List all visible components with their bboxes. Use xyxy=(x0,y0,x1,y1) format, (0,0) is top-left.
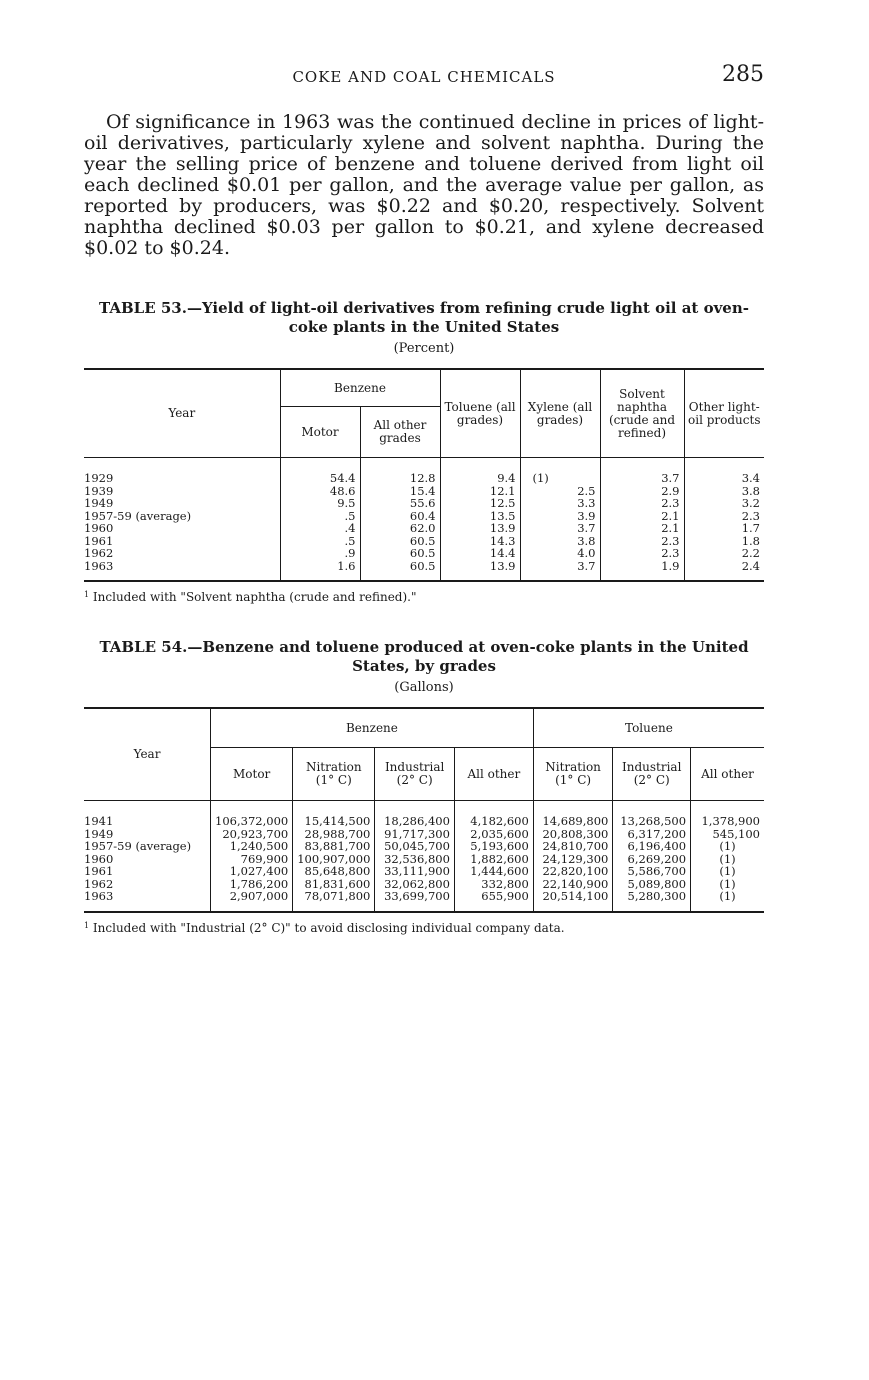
t54-t-nitration: 22,140,900 xyxy=(533,878,613,891)
table-row xyxy=(84,865,764,878)
t54-b-nitration: 15,414,500 xyxy=(293,801,375,828)
t54-t-other: 545,100 xyxy=(691,828,764,841)
t54-b-other: 1,444,600 xyxy=(454,865,533,878)
body-paragraph: Of significance in 1963 was the continued decline in prices of light-oil derivatives, particularly xylene and solvent naphtha. During the year the selling price of benzene and toluene derived from light oil each declined $0.01 per gallon, and the average value per gallon, as reported by producers, was $0.22 and $0.20, respectively. Solvent naphtha declined $0.03 per gallon to $0.21, and xylene decreased $0.02 to $0.24. xyxy=(84,111,764,259)
t54-t-other: (1) xyxy=(691,890,764,912)
t54-header-toluene-nitration: Nitration (1° C) xyxy=(533,748,613,801)
t54-year: 1963 xyxy=(84,889,114,903)
t54-year: 1962 xyxy=(84,876,114,891)
t53-motor: 48.6 xyxy=(280,485,360,498)
page xyxy=(84,60,764,935)
t54-b-industrial: 50,045,700 xyxy=(375,840,455,853)
t53-header-other: Other light-oil products xyxy=(684,369,764,458)
page-number: 285 xyxy=(722,62,764,87)
t54-b-other: 4,182,600 xyxy=(454,801,533,828)
t53-year: 1961 xyxy=(84,533,114,548)
t53-solvent: 2.1 xyxy=(600,522,684,535)
t54-b-other: 2,035,600 xyxy=(454,828,533,841)
t53-header-year: Year xyxy=(84,369,280,458)
t53-toluene: 12.1 xyxy=(440,485,520,498)
t53-other: 1.8 xyxy=(684,535,764,548)
t54-t-nitration: 14,689,800 xyxy=(533,801,613,828)
t53-other: 1.7 xyxy=(684,522,764,535)
t54-b-industrial: 32,536,800 xyxy=(375,853,455,866)
table53-footnote xyxy=(84,590,764,604)
t53-xylene: 3.3 xyxy=(520,497,600,510)
t53-allother: 60.5 xyxy=(360,560,440,582)
t53-allother: 60.5 xyxy=(360,547,440,560)
t53-other: 3.2 xyxy=(684,497,764,510)
t53-solvent: 2.3 xyxy=(600,547,684,560)
table53-footnote-text: Included with "Solvent naphtha (crude and refined)." xyxy=(92,590,417,604)
t54-t-industrial: 5,586,700 xyxy=(613,865,691,878)
t53-year: 1957-59 (average) xyxy=(84,508,192,523)
t53-motor: .9 xyxy=(280,547,360,560)
t54-year: 1949 xyxy=(84,826,114,841)
table54-unit: (Gallons) xyxy=(394,680,454,695)
t54-b-motor: 769,900 xyxy=(211,853,293,866)
t54-header-industrial: Industrial (2° C) xyxy=(375,748,455,801)
table53-title: TABLE 53.—Yield of light-oil derivatives from refining crude light oil at oven-coke plants in the United States xyxy=(99,299,749,336)
t54-t-other: (1) xyxy=(691,853,764,866)
table53 xyxy=(84,368,764,582)
table-row xyxy=(84,560,764,582)
t53-other: 2.4 xyxy=(684,560,764,582)
t53-solvent: 1.9 xyxy=(600,560,684,582)
t53-toluene: 14.3 xyxy=(440,535,520,548)
t53-header-motor: Motor xyxy=(280,407,360,458)
t54-b-motor: 1,240,500 xyxy=(211,840,293,853)
t53-toluene: 13.5 xyxy=(440,510,520,523)
t53-motor: .5 xyxy=(280,510,360,523)
t53-other: 2.2 xyxy=(684,547,764,560)
footnote-marker: 1 xyxy=(84,590,90,599)
t54-t-nitration: 24,129,300 xyxy=(533,853,613,866)
t54-b-industrial: 91,717,300 xyxy=(375,828,455,841)
t53-header-benzene: Benzene xyxy=(280,369,440,407)
t53-xylene: 3.8 xyxy=(520,535,600,548)
t54-b-other: 5,193,600 xyxy=(454,840,533,853)
t53-xylene: 3.7 xyxy=(520,560,600,582)
t53-motor: .5 xyxy=(280,535,360,548)
t53-xylene: 3.9 xyxy=(520,510,600,523)
table-row xyxy=(84,840,764,853)
t53-xylene: (1) xyxy=(520,458,600,485)
t54-t-nitration: 20,514,100 xyxy=(533,890,613,912)
t54-b-other: 1,882,600 xyxy=(454,853,533,866)
t53-year: 1949 xyxy=(84,496,114,510)
t54-b-industrial: 33,111,900 xyxy=(375,865,455,878)
table-row xyxy=(84,458,764,485)
t54-b-motor: 2,907,000 xyxy=(211,890,293,912)
t53-xylene: 4.0 xyxy=(520,547,600,560)
page-header xyxy=(84,60,764,94)
t53-year: 1929 xyxy=(84,471,114,485)
table54 xyxy=(84,707,764,913)
t54-t-industrial: 5,089,800 xyxy=(613,878,691,891)
t54-header-motor: Motor xyxy=(211,748,293,801)
t54-header-benzene: Benzene xyxy=(211,708,534,748)
t53-allother: 12.8 xyxy=(360,458,440,485)
t53-year: 1939 xyxy=(84,483,114,498)
table-row xyxy=(84,522,764,535)
t53-toluene: 12.5 xyxy=(440,497,520,510)
t54-year: 1957-59 (average) xyxy=(84,839,192,853)
t54-b-industrial: 33,699,700 xyxy=(375,890,455,912)
t53-header-solvent: Solvent naphtha (crude and refined) xyxy=(600,369,684,458)
t54-year: 1961 xyxy=(84,864,114,878)
t53-solvent: 3.7 xyxy=(600,458,684,485)
t54-b-industrial: 18,286,400 xyxy=(375,801,455,828)
t53-year: 1960 xyxy=(84,521,114,535)
table-row xyxy=(84,497,764,510)
t53-solvent: 2.1 xyxy=(600,510,684,523)
t54-header-all-other: All other xyxy=(454,748,533,801)
t53-solvent: 2.9 xyxy=(600,485,684,498)
t53-toluene: 9.4 xyxy=(440,458,520,485)
t54-b-nitration: 83,881,700 xyxy=(293,840,375,853)
t54-t-industrial: 6,317,200 xyxy=(613,828,691,841)
t54-t-nitration: 20,808,300 xyxy=(533,828,613,841)
t53-allother: 55.6 xyxy=(360,497,440,510)
t54-b-motor: 106,372,000 xyxy=(211,801,293,828)
t53-toluene: 13.9 xyxy=(440,522,520,535)
t54-year: 1941 xyxy=(84,814,114,828)
t53-motor: .4 xyxy=(280,522,360,535)
t53-year: 1963 xyxy=(84,558,114,573)
t53-header-xylene: Xylene (all grades) xyxy=(520,369,600,458)
t54-b-motor: 1,786,200 xyxy=(211,878,293,891)
t53-motor: 9.5 xyxy=(280,497,360,510)
t53-allother: 60.4 xyxy=(360,510,440,523)
t53-other: 3.8 xyxy=(684,485,764,498)
running-head: COKE AND COAL CHEMICALS xyxy=(292,68,556,86)
t54-b-other: 332,800 xyxy=(454,878,533,891)
t54-header-year: Year xyxy=(84,708,211,801)
t53-xylene: 2.5 xyxy=(520,485,600,498)
t53-solvent: 2.3 xyxy=(600,535,684,548)
t54-b-nitration: 28,988,700 xyxy=(293,828,375,841)
t54-b-nitration: 81,831,600 xyxy=(293,878,375,891)
t54-t-industrial: 6,269,200 xyxy=(613,853,691,866)
table54-footnote xyxy=(84,921,764,935)
t54-t-industrial: 6,196,400 xyxy=(613,840,691,853)
t53-header-all-other-grades: All other grades xyxy=(360,407,440,458)
t54-b-nitration: 78,071,800 xyxy=(293,890,375,912)
t53-motor: 1.6 xyxy=(280,560,360,582)
t53-header-toluene: Toluene (all grades) xyxy=(440,369,520,458)
t54-t-other: (1) xyxy=(691,878,764,891)
t54-b-nitration: 85,648,800 xyxy=(293,865,375,878)
t54-header-toluene: Toluene xyxy=(533,708,764,748)
t53-xylene: 3.7 xyxy=(520,522,600,535)
t54-header-nitration: Nitration (1° C) xyxy=(293,748,375,801)
table-row xyxy=(84,890,764,912)
t53-toluene: 14.4 xyxy=(440,547,520,560)
t54-t-nitration: 24,810,700 xyxy=(533,840,613,853)
table-row xyxy=(84,547,764,560)
t54-header-toluene-industrial: Industrial (2° C) xyxy=(613,748,691,801)
t54-b-industrial: 32,062,800 xyxy=(375,878,455,891)
t54-b-motor: 1,027,400 xyxy=(211,865,293,878)
t54-header-toluene-all-other: All other xyxy=(691,748,764,801)
t53-solvent: 2.3 xyxy=(600,497,684,510)
footnote-marker: 1 xyxy=(84,920,90,930)
table54-footnote-text: Included with "Industrial (2° C)" to avoid disclosing individual company data. xyxy=(92,920,565,935)
table54-title: TABLE 54.—Benzene and toluene produced at oven-coke plants in the United States, by grades xyxy=(99,638,749,675)
t54-year: 1960 xyxy=(84,851,114,866)
t54-b-motor: 20,923,700 xyxy=(211,828,293,841)
t54-t-other: (1) xyxy=(691,840,764,853)
t54-b-other: 655,900 xyxy=(454,890,533,912)
t54-t-industrial: 13,268,500 xyxy=(613,801,691,828)
t53-toluene: 13.9 xyxy=(440,560,520,582)
t53-year: 1962 xyxy=(84,546,114,560)
t54-b-nitration: 100,907,000 xyxy=(293,853,375,866)
t54-t-industrial: 5,280,300 xyxy=(613,890,691,912)
t53-allother: 60.5 xyxy=(360,535,440,548)
t54-t-other: (1) xyxy=(691,865,764,878)
t54-t-nitration: 22,820,100 xyxy=(533,865,613,878)
t54-t-other: 1,378,900 xyxy=(691,801,764,828)
t53-allother: 15.4 xyxy=(360,485,440,498)
table-row xyxy=(84,801,764,828)
t53-other: 3.4 xyxy=(684,458,764,485)
t53-motor: 54.4 xyxy=(280,458,360,485)
t53-allother: 62.0 xyxy=(360,522,440,535)
t53-other: 2.3 xyxy=(684,510,764,523)
table53-unit: (Percent) xyxy=(393,341,455,356)
